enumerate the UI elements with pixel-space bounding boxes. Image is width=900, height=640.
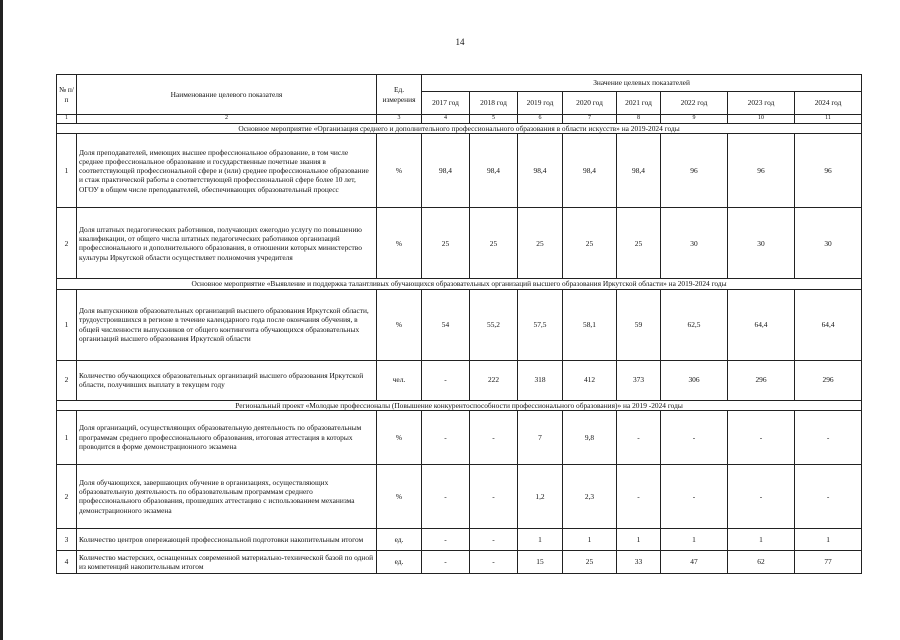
- value-cell: 33: [617, 550, 661, 573]
- indicator-name: Доля штатных педагогических работников, получающих ежегодно услугу по повышению квалификации, от общего числа штатных педагогических работников организаций профессионального и дополнительного образования, в отношении которых министерство культуры Иркутской области осуществляет полномочия учредителя: [77, 208, 377, 279]
- value-cell: 15: [518, 550, 563, 573]
- section-heading-row: [57, 279, 862, 289]
- value-cell: 1: [563, 528, 617, 550]
- table-row: [57, 464, 862, 528]
- value-cell: 47: [661, 550, 728, 573]
- header-name: Наименование целевого показателя: [77, 75, 377, 115]
- value-cell: 1: [661, 528, 728, 550]
- row-number: 2: [57, 208, 77, 279]
- unit-cell: чел.: [377, 360, 422, 400]
- unit-cell: %: [377, 410, 422, 464]
- column-index: 2: [77, 115, 377, 124]
- section-title: Региональный проект «Молодые профессионалы (Повышение конкурентоспособности профессионального образования)» на 2019 -2024 годы: [57, 400, 862, 410]
- section-title: Основное мероприятие «Организация среднего и дополнительного профессионального образования в области искусств» на 2019-2024 годы: [57, 124, 862, 134]
- value-cell: 57,5: [518, 289, 563, 360]
- column-index: 11: [795, 115, 862, 124]
- value-cell: 30: [661, 208, 728, 279]
- value-cell: 96: [795, 134, 862, 208]
- value-cell: 1: [518, 528, 563, 550]
- value-cell: 30: [795, 208, 862, 279]
- value-cell: 7: [518, 410, 563, 464]
- table-row: [57, 360, 862, 400]
- row-number: 2: [57, 464, 77, 528]
- value-cell: 64,4: [795, 289, 862, 360]
- value-cell: 25: [563, 550, 617, 573]
- value-cell: 54: [422, 289, 470, 360]
- value-cell: 98,4: [470, 134, 518, 208]
- column-index: 7: [563, 115, 617, 124]
- value-cell: 296: [795, 360, 862, 400]
- section-heading-row: [57, 400, 862, 410]
- column-index: 8: [617, 115, 661, 124]
- value-cell: 59: [617, 289, 661, 360]
- indicator-name: Количество обучающихся образовательных организаций высшего образования Иркутской области, получивших выплату в текущем году: [77, 360, 377, 400]
- value-cell: 55,2: [470, 289, 518, 360]
- header-year: 2018 год: [470, 92, 518, 115]
- value-cell: -: [728, 410, 795, 464]
- value-cell: -: [795, 464, 862, 528]
- header-year: 2021 год: [617, 92, 661, 115]
- value-cell: 25: [422, 208, 470, 279]
- value-cell: 98,4: [422, 134, 470, 208]
- unit-cell: %: [377, 208, 422, 279]
- scan-edge-mark: [0, 0, 3, 640]
- value-cell: 222: [470, 360, 518, 400]
- header-year: 2017 год: [422, 92, 470, 115]
- value-cell: 25: [518, 208, 563, 279]
- value-cell: 1: [728, 528, 795, 550]
- header-year: 2024 год: [795, 92, 862, 115]
- value-cell: 25: [563, 208, 617, 279]
- table-row: [57, 410, 862, 464]
- value-cell: 9,8: [563, 410, 617, 464]
- unit-cell: %: [377, 464, 422, 528]
- column-index: 5: [470, 115, 518, 124]
- value-cell: -: [470, 410, 518, 464]
- value-cell: -: [470, 550, 518, 573]
- target-indicators-table: [56, 74, 862, 574]
- value-cell: 412: [563, 360, 617, 400]
- indicator-name: Доля организаций, осуществляющих образовательную деятельность по образовательным программам среднего профессионального образования, итоговая аттестация в которых проводится в форме демонстрационного экзамена: [77, 410, 377, 464]
- value-cell: 373: [617, 360, 661, 400]
- value-cell: -: [470, 464, 518, 528]
- value-cell: 318: [518, 360, 563, 400]
- value-cell: -: [422, 464, 470, 528]
- header-year: 2019 год: [518, 92, 563, 115]
- header-year: 2020 год: [563, 92, 617, 115]
- value-cell: 58,1: [563, 289, 617, 360]
- indicator-name: Доля выпускников образовательных организаций высшего образования Иркутской области, трудоустроившихся в регионе в течение календарного года после окончания обучения, в общей численности выпускников от общего контингента обучающихся образовательных организаций высшего образования Иркутской области: [77, 289, 377, 360]
- value-cell: 98,4: [518, 134, 563, 208]
- value-cell: -: [422, 360, 470, 400]
- value-cell: -: [470, 528, 518, 550]
- value-cell: -: [661, 410, 728, 464]
- header-row-1: [57, 75, 862, 92]
- value-cell: 98,4: [617, 134, 661, 208]
- page-number: 14: [455, 37, 465, 47]
- value-cell: 25: [617, 208, 661, 279]
- value-cell: 96: [728, 134, 795, 208]
- header-unit: Ед. измерения: [377, 75, 422, 115]
- value-cell: -: [661, 464, 728, 528]
- row-number: 1: [57, 134, 77, 208]
- column-index: 1: [57, 115, 77, 124]
- column-index: 4: [422, 115, 470, 124]
- value-cell: 1: [795, 528, 862, 550]
- indicator-name: Количество центров опережающей профессиональной подготовки накопительным итогом: [77, 528, 377, 550]
- unit-cell: ед.: [377, 528, 422, 550]
- value-cell: 96: [661, 134, 728, 208]
- value-cell: 64,4: [728, 289, 795, 360]
- unit-cell: %: [377, 289, 422, 360]
- value-cell: -: [422, 550, 470, 573]
- row-number: 4: [57, 550, 77, 573]
- header-group: Значение целевых показателей: [422, 75, 862, 92]
- table-row: [57, 208, 862, 279]
- value-cell: 2,3: [563, 464, 617, 528]
- value-cell: 1,2: [518, 464, 563, 528]
- value-cell: 62,5: [661, 289, 728, 360]
- indicator-name: Количество мастерских, оснащенных современной материально-технической базой по одной из компетенций накопительным итогом: [77, 550, 377, 573]
- indicator-name: Доля преподавателей, имеющих высшее профессиональное образование, в том числе среднее профессиональное образование и государственные почетные звания в соответствующей профессиональной сфере и (или) среднее профессиональное образование и стаж практической работы в соответствующей профессиональной сфере более 10 лет, ОГОУ в общем числе преподавателей, обеспечивающих образовательный процесс: [77, 134, 377, 208]
- unit-cell: ед.: [377, 550, 422, 573]
- column-index: 6: [518, 115, 563, 124]
- value-cell: 77: [795, 550, 862, 573]
- value-cell: -: [422, 528, 470, 550]
- table-row: [57, 550, 862, 573]
- column-index: 3: [377, 115, 422, 124]
- header-year: 2023 год: [728, 92, 795, 115]
- table-row: [57, 528, 862, 550]
- row-number: 3: [57, 528, 77, 550]
- header-year: 2022 год: [661, 92, 728, 115]
- row-number: 2: [57, 360, 77, 400]
- table-row: [57, 289, 862, 360]
- value-cell: 30: [728, 208, 795, 279]
- header-num: № п/п: [57, 75, 77, 115]
- value-cell: -: [617, 410, 661, 464]
- value-cell: 1: [617, 528, 661, 550]
- value-cell: -: [795, 410, 862, 464]
- value-cell: 306: [661, 360, 728, 400]
- value-cell: 62: [728, 550, 795, 573]
- table-row: [57, 134, 862, 208]
- column-index: 9: [661, 115, 728, 124]
- value-cell: 296: [728, 360, 795, 400]
- section-title: Основное мероприятие «Выявление и поддержка талантливых обучающихся образовательных организаций высшего образования Иркутской области» на 2019-2024 годы: [57, 279, 862, 289]
- value-cell: -: [422, 410, 470, 464]
- value-cell: -: [617, 464, 661, 528]
- column-index: 10: [728, 115, 795, 124]
- value-cell: 25: [470, 208, 518, 279]
- row-number: 1: [57, 289, 77, 360]
- value-cell: -: [728, 464, 795, 528]
- value-cell: 98,4: [563, 134, 617, 208]
- column-index-row: [57, 115, 862, 124]
- indicator-name: Доля обучающихся, завершающих обучение в организациях, осуществляющих образовательную деятельность по образовательным программам среднего профессионального образования, прошедших аттестацию с использованием механизма демонстрационного экзамена: [77, 464, 377, 528]
- unit-cell: %: [377, 134, 422, 208]
- section-heading-row: [57, 124, 862, 134]
- row-number: 1: [57, 410, 77, 464]
